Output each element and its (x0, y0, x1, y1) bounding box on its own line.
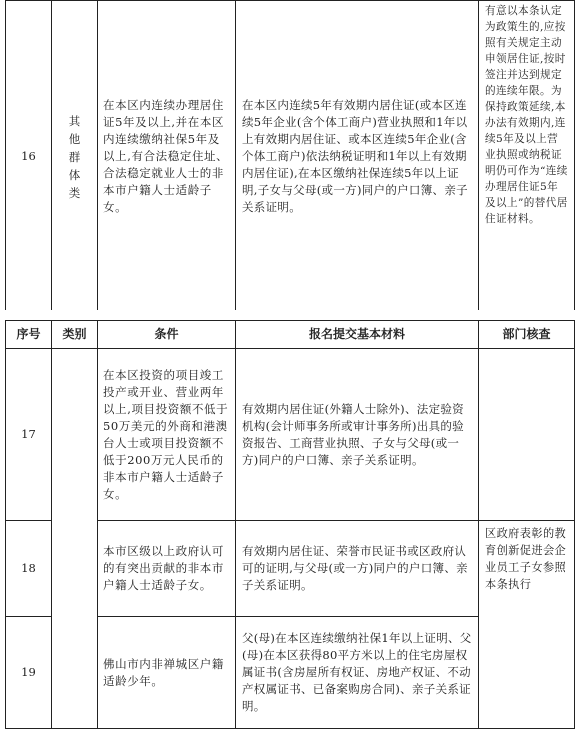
department-cell (479, 521, 575, 729)
department-text (479, 433, 574, 437)
materials-text: 在本区内连续5年有效期内居住证(或本区连续5年企业(含个体工商户)营业执照和1年以上有效期内居住证、或本区连续5年企业(含个体工商户)依法纳税证明和1年以上有效期内居住证),在本区缴纳社保连续5年以上证明,子女与父母(或一方)同户的户口簿、亲子关系证明。 (242, 98, 468, 214)
materials-cell (236, 617, 479, 729)
policy-table-top (5, 0, 575, 313)
materials-text: 有效期内居住证(外籍人士除外)、法定验资机构(会计师事务所或审计事务所)出具的验资报告、工商营业执照、子女与父母(或一方)同户的户口簿、亲子关系证明。 (242, 401, 464, 467)
condition-text: 在本区内连续办理居住证5年及以上,并在本区内连续缴纳社保5年及以上,有合法稳定住址、合法稳定就业人士的非本市户籍人士适龄子女。 (103, 98, 229, 214)
table-row (6, 349, 575, 521)
condition-cell (98, 617, 236, 729)
materials-text: 有效期内居住证、荣誉市民证书或区政府认可的证明,与父母(或一方)同户的户口簿、亲子关系证明。 (242, 544, 468, 592)
materials-cell (236, 349, 479, 521)
department-text: 区政府表彰的教育创新促进会企业员工子女参照本条执行 (485, 527, 567, 591)
row-number: 17 (6, 349, 52, 521)
table-row (6, 1, 575, 313)
condition-text: 本市区级以上政府认可的有突出贡献的非本市户籍人士适龄子女。 (103, 544, 224, 592)
materials-text: 父(母)在本区连续缴纳社保1年以上证明、父(母)在本区获得80平方米以上的住宅房屋权属证书(含房屋所有权证、房地产权证、不动产权属证书、已备案购房合同)、亲子关系证明。 (242, 631, 472, 713)
header-number: 序号 (6, 321, 52, 349)
department-cell (479, 349, 575, 521)
category-cell (52, 349, 98, 729)
header-materials: 报名提交基本材料 (236, 321, 479, 349)
department-text: 有意以本条认定为政策生的,应按照有关规定主动申领居住证,按时签注并达到规定的连续年限。为保持政策延续,本办法有效期内,连续5年及以上营业执照或纳税证明仍可作为“连续办理居住证5年及以上”的替代居住证材料。 (485, 5, 568, 225)
condition-cell (98, 1, 236, 313)
condition-cell (98, 521, 236, 617)
condition-cell (98, 349, 236, 521)
condition-text: 在本区投资的项目竣工投产或开业、营业两年以上,项目投资额不低于50万美元的外商和港澳台人士或项目投资额不低于200万元人民币的非本市户籍人士适龄子女。 (103, 367, 229, 501)
row-number: 18 (6, 521, 52, 617)
materials-cell (236, 1, 479, 313)
materials-cell (236, 521, 479, 617)
header-category: 类别 (52, 321, 98, 349)
header-department: 部门核查 (479, 321, 575, 349)
department-cell (479, 1, 575, 313)
header-condition: 条件 (98, 321, 236, 349)
condition-text: 佛山市内非禅城区户籍适龄少年。 (103, 656, 224, 688)
table-header-row (6, 321, 575, 349)
row-number: 16 (6, 1, 52, 313)
category-cell (52, 1, 98, 313)
row-number: 19 (6, 617, 52, 729)
category-label: 其他群体类 (68, 113, 81, 200)
policy-table-bottom (5, 320, 575, 729)
